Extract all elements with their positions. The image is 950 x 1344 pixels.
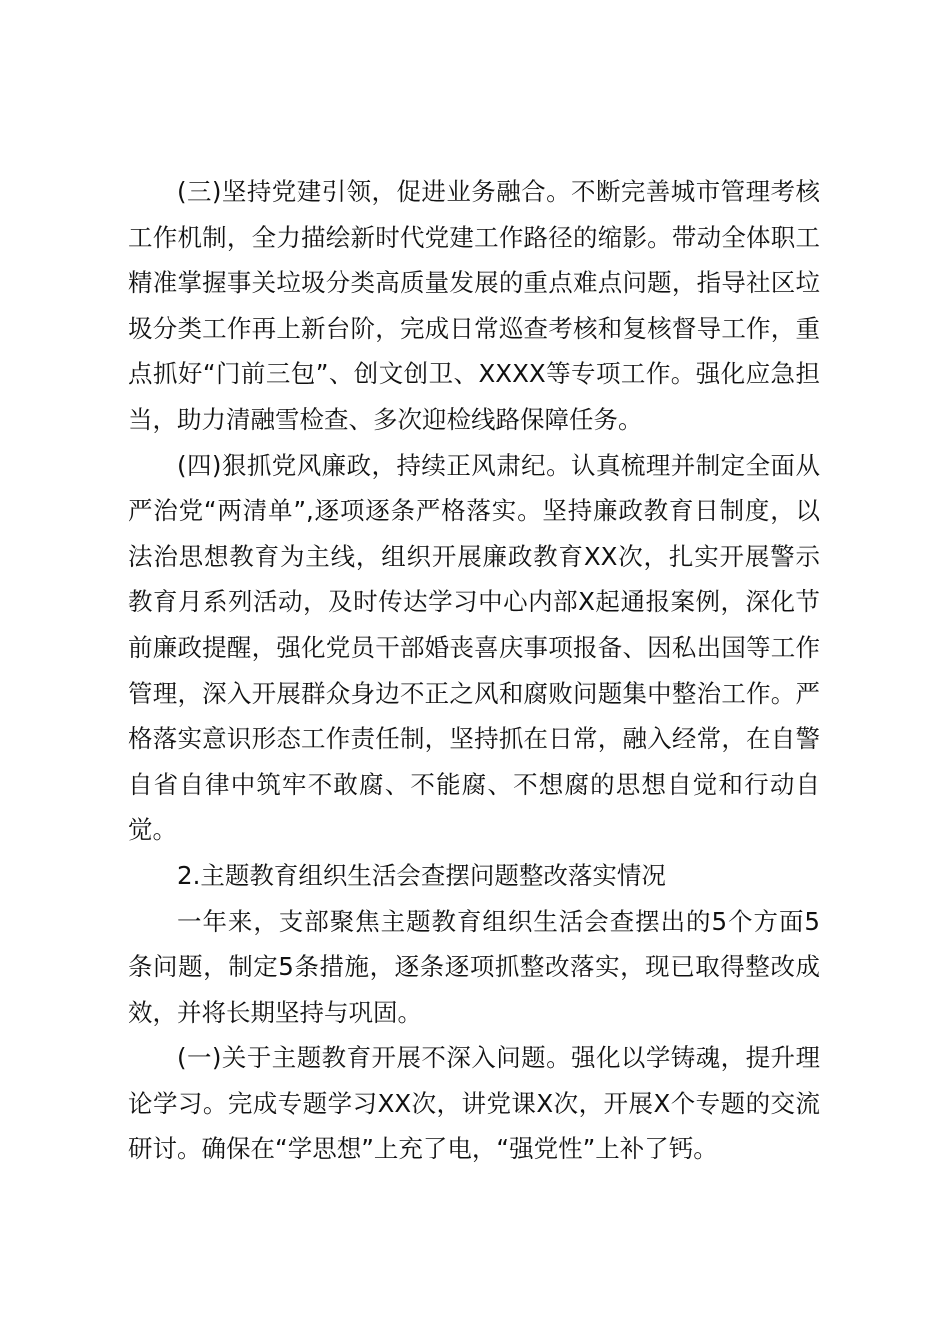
- paragraph-party-building: (三)坚持党建引领，促进业务融合。不断完善城市管理考核工作机制，全力描绘新时代党建工作路径的缩影。带动全体职工精准掌握事关垃圾分类高质量发展的重点难点问题，指导社区垃圾分类工作再上新台阶，完成日常巡查考核和复核督导工作，重点抓好“门前三包”、创文创卫、XXXX等专项工作。强化应急担当，助力清融雪检查、多次迎检线路保障任务。: [128, 177, 820, 434]
- paragraph-clean-governance: (四)狠抓党风廉政，持续正风肃纪。认真梳理并制定全面从严治党“两清单”,逐项逐条严格落实。坚持廉政教育日制度，以法治思想教育为主线，组织开展廉政教育XX次，扎实开展警示教育月系列活动，及时传达学习中心内部X起通报案例，深化节前廉政提醒，强化党员干部婚丧喜庆事项报备、因私出国等工作管理，深入开展群众身边不正之风和腐败问题集中整治工作。严格落实意识形态工作责任制，坚持抓在日常，融入经常，在自警自省自律中筑牢不敢腐、不能腐、不想腐的思想自觉和行动自觉。: [128, 450, 820, 845]
- document-body: [128, 169, 820, 1172]
- section-heading-rectification: 2.主题教育组织生活会查摆问题整改落实情况: [177, 860, 666, 890]
- paragraph-year-summary: 一年来，支部聚焦主题教育组织生活会查摆出的5个方面5条问题，制定5条措施，逐条逐项抓整改落实，现已取得整改成效，并将长期坚持与巩固。: [128, 906, 820, 1027]
- paragraph-theme-education: (一)关于主题教育开展不深入问题。强化以学铸魂，提升理论学习。完成专题学习XX次，讲党课X次，开展X个专题的交流研讨。确保在“学思想”上充了电，“强党性”上补了钙。: [128, 1043, 820, 1164]
